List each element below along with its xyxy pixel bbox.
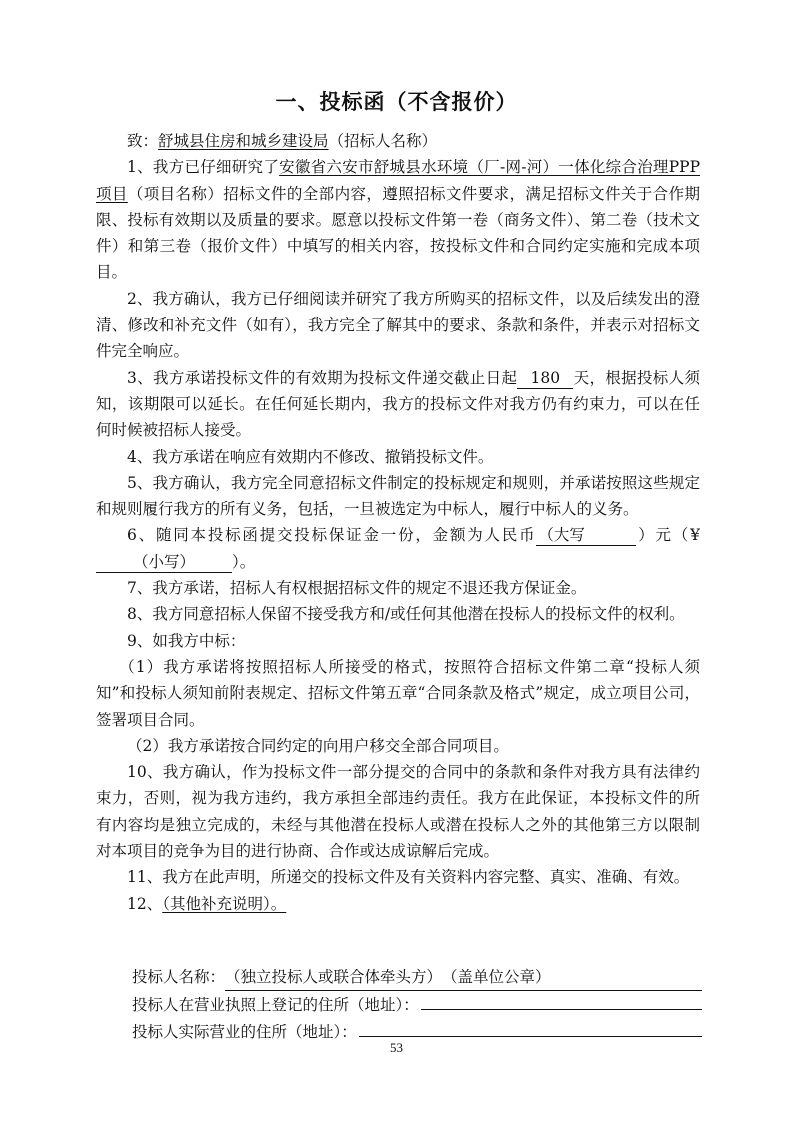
p1-prefix: 1、我方已仔细研究了 <box>127 158 280 177</box>
p12-prefix: 12、 <box>127 894 163 913</box>
paragraph-5: 5、我方确认，我方完全同意招标文件制定的投标规定和规则，并承诺按照这些规定和规则履行我方的所有义务，包括，一旦被选定为中标人，履行中标人的义务。 <box>96 473 700 519</box>
bidder-name-value: （独立投标人或联合体牵头方） （盖单位公章） <box>225 964 702 991</box>
registered-address-line <box>421 991 702 1010</box>
addressee-line <box>96 128 700 154</box>
paragraph-12 <box>96 891 700 917</box>
letter-body <box>96 128 700 917</box>
supplementary-note: （其他补充说明）。 <box>162 894 287 913</box>
paragraph-7: 7、我方承诺，招标人有权根据招标文件的规定不退还我方保证金。 <box>127 579 587 598</box>
p3-rest: 天，根据投标人须知，该期限可以延长。在任何延长期内，我方的投标文件对我方仍有约束力，可以在任何时候被招标人接受。 <box>96 368 700 440</box>
project-name: 安徽省六安市舒城县水环境（厂-网-河）一体化综合治理PPP项目 <box>96 158 700 203</box>
paragraph-9: 9、如我方中标： <box>127 631 246 650</box>
p1-rest: （项目名称）招标文件的全部内容，遵照招标文件要求，满足招标文件关于合作期限、投标有效期以及质量的要求。愿意以投标文件第一卷（商务文件）、第二卷（技术文件）和第三卷（报价文件）中填写的相关内容，按投标文件和合同约定实施和完成本项目。 <box>96 184 700 282</box>
registered-address-label: 投标人在营业执照上登记的住所（地址）： <box>132 996 419 1014</box>
tenderer-name: 舒城县住房和城乡建设局 <box>158 132 329 150</box>
p6-prefix: 6、随同本投标函提交投标保证金一份，金额为人民币 <box>127 526 537 545</box>
paragraph-11: 11、我方在此声明，所递交的投标文件及有关资料内容完整、真实、准确、有效。 <box>127 868 690 887</box>
deposit-upper-field <box>536 526 636 546</box>
paragraph-9-1: （1）我方承诺将按照招标人所接受的格式，按照符合招标文件第二章“投标人须知”和投标人须知前附表规定、招标文件第五章“合同条款及格式”规定，成立项目公司，签署项目合同。 <box>96 657 700 729</box>
validity-days: 180 <box>517 369 573 389</box>
signature-block <box>132 964 702 1045</box>
addressee-suffix: （招标人名称） <box>328 132 438 150</box>
deposit-upper-close: ） <box>636 526 656 545</box>
paragraph-8: 8、我方同意招标人保留不接受我方和/或任何其他潜在投标人的投标文件的权利。 <box>127 605 685 624</box>
paragraph-1 <box>96 154 700 285</box>
deposit-upper-label: （大写 <box>538 526 585 545</box>
p3-prefix: 3、我方承诺投标文件的有效期为投标文件递交截止日起 <box>127 368 518 387</box>
page-number: 53 <box>390 1040 403 1055</box>
paragraph-9-2: （2）我方承诺按合同约定的向用户移交全部合同项目。 <box>127 736 509 755</box>
paragraph-10: 10、我方确认，作为投标文件一部分提交的合同中的条款和条件对我方具有法律约束力，否则，视为我方违约，我方承担全部违约责任。我方在此保证，本投标文件的所有内容均是独立完成的，未经与其他潜在投标人或潜在投标人之外的其他第三方以限制对本项目的竞争为目的进行协商、合作或达成谅解后完成。 <box>96 763 700 861</box>
deposit-lower-close: ）。 <box>232 552 256 571</box>
registered-address-row <box>132 991 702 1018</box>
p6-mid: 元（¥ <box>655 526 700 545</box>
paragraph-2: 2、我方确认，我方已仔细阅读并研究了我方所购买的招标文件，以及后续发出的澄清、修改和补充文件（如有），我方完全了解其中的要求、条款和条件，并表示对招标文件完全响应。 <box>96 289 700 361</box>
addressee-prefix: 致： <box>127 132 159 150</box>
page-title: 一、投标函（不含报价） <box>275 90 518 114</box>
paragraph-4: 4、我方承诺在响应有效期内不修改、撤销投标文件。 <box>127 447 494 466</box>
deposit-lower-label: （小写） <box>132 552 195 571</box>
deposit-lower-field <box>96 553 232 573</box>
bidder-name-label: 投标人名称： <box>132 968 226 986</box>
actual-address-line <box>359 1018 702 1037</box>
bidder-name-row <box>132 964 702 991</box>
paragraph-3 <box>96 365 700 444</box>
paragraph-6 <box>96 522 700 575</box>
actual-address-label: 投标人实际营业的住所（地址）： <box>132 1023 357 1041</box>
